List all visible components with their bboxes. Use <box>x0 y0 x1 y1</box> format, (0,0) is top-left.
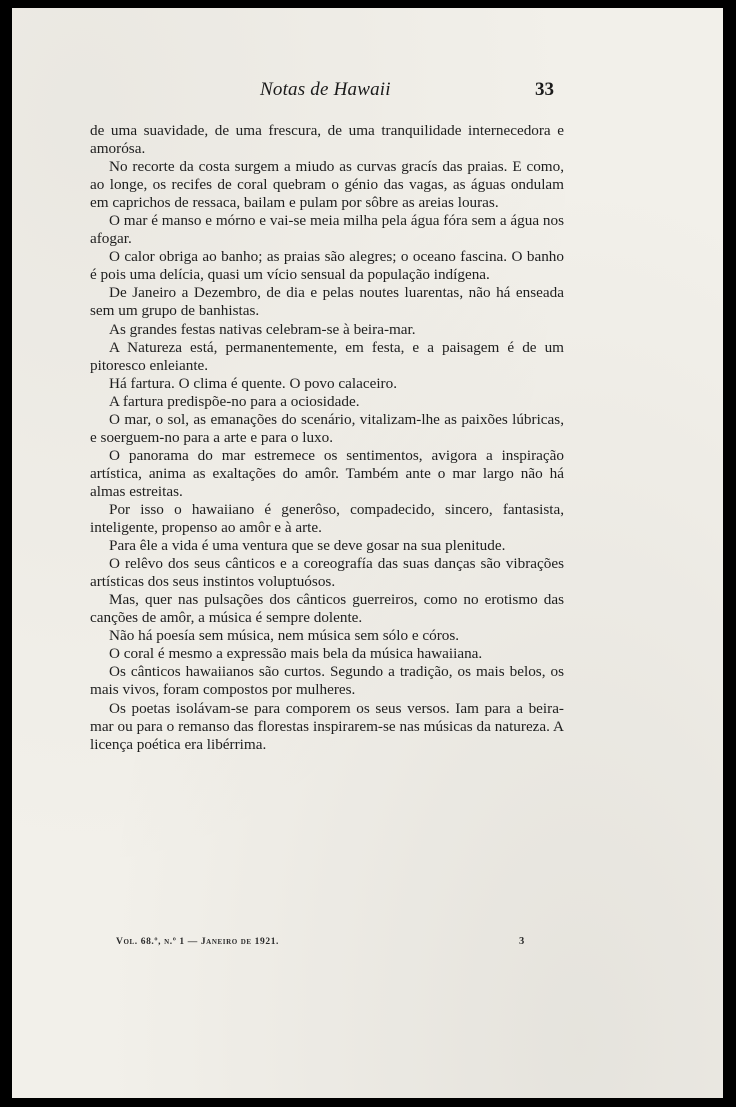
paragraph: O mar, o sol, as emanações do scenário, vitalizam-lhe as paixões lúbricas, e soerguem-no para a arte e para o luxo. <box>90 410 564 446</box>
page-number: 33 <box>535 79 554 100</box>
paragraph: Mas, quer nas pulsações dos cânticos guerreiros, como no erotismo das canções de amôr, a música é sempre dolente. <box>90 591 564 627</box>
paragraph: A Natureza está, permanentemente, em festa, e a paisagem é de um pitoresco enleiante. <box>90 338 564 374</box>
paragraph: O calor obriga ao banho; as praias são alegres; o oceano fascina. O banho é pois uma delícia, quasi um vício sensual da população indígena. <box>90 248 564 284</box>
volume-signature: Vol. 68.º, n.º 1 — Janeiro de 1921. <box>116 937 280 947</box>
page-header <box>12 79 723 105</box>
body-text <box>90 122 564 754</box>
paragraph: De Janeiro a Dezembro, de dia e pelas noutes luarentas, não há enseada sem um grupo de banhistas. <box>90 284 564 320</box>
paragraph: Os cânticos hawaiianos são curtos. Segundo a tradição, os mais belos, os mais vivos, foram compostos por mulheres. <box>90 663 564 699</box>
paragraph: As grandes festas nativas celebram-se à beira-mar. <box>109 320 416 338</box>
paragraph: de uma suavidade, de uma frescura, de uma tranquilidade internecedora e amorósa. <box>90 122 564 158</box>
page-sheet <box>12 8 723 1098</box>
paragraph: Há fartura. O clima é quente. O povo calaceiro. <box>109 374 398 392</box>
signature-mark: 3 <box>519 936 525 947</box>
page-footer <box>12 937 723 953</box>
paragraph: O relêvo dos seus cânticos e a coreografía das suas danças são vibrações artísticas dos seus instintos voluptuósos. <box>90 555 564 591</box>
paragraph: O mar é manso e mórno e vai-se meia milha pela água fóra sem a água nos afogar. <box>90 212 564 248</box>
running-title: Notas de Hawaii <box>260 79 391 100</box>
paragraph: Por isso o hawaiiano é generôso, compadecido, sincero, fantasista, inteligente, propenso ao amôr e à arte. <box>90 500 564 537</box>
paragraph: Para êle a vida é uma ventura que se deve gosar na sua plenitude. <box>109 537 506 555</box>
paragraph: A fartura predispõe-no para a ociosidade. <box>109 392 360 410</box>
paragraph: O coral é mesmo a expressão mais bela da música hawaiiana. <box>109 645 483 663</box>
paragraph: No recorte da costa surgem a miudo as curvas gracís das praias. E como, ao longe, os recifes de coral quebram o génio das vagas, as águas ondulam em caprichos de ressaca, bailam e pulam por sôbre as areias louras. <box>90 158 564 212</box>
paragraph: Os poetas isolávam-se para comporem os seus versos. Iam para a beira-mar ou para o remanso das florestas inspirarem-se nas músicas da natureza. A licença poética era libérrima. <box>90 699 564 753</box>
paragraph: O panorama do mar estremece os sentimentos, avigora a inspiração artística, anima as exaltações do amôr. Também ante o mar largo não há almas estreitas. <box>90 446 564 500</box>
paragraph: Não há poesía sem música, nem música sem sólo e córos. <box>109 627 460 645</box>
